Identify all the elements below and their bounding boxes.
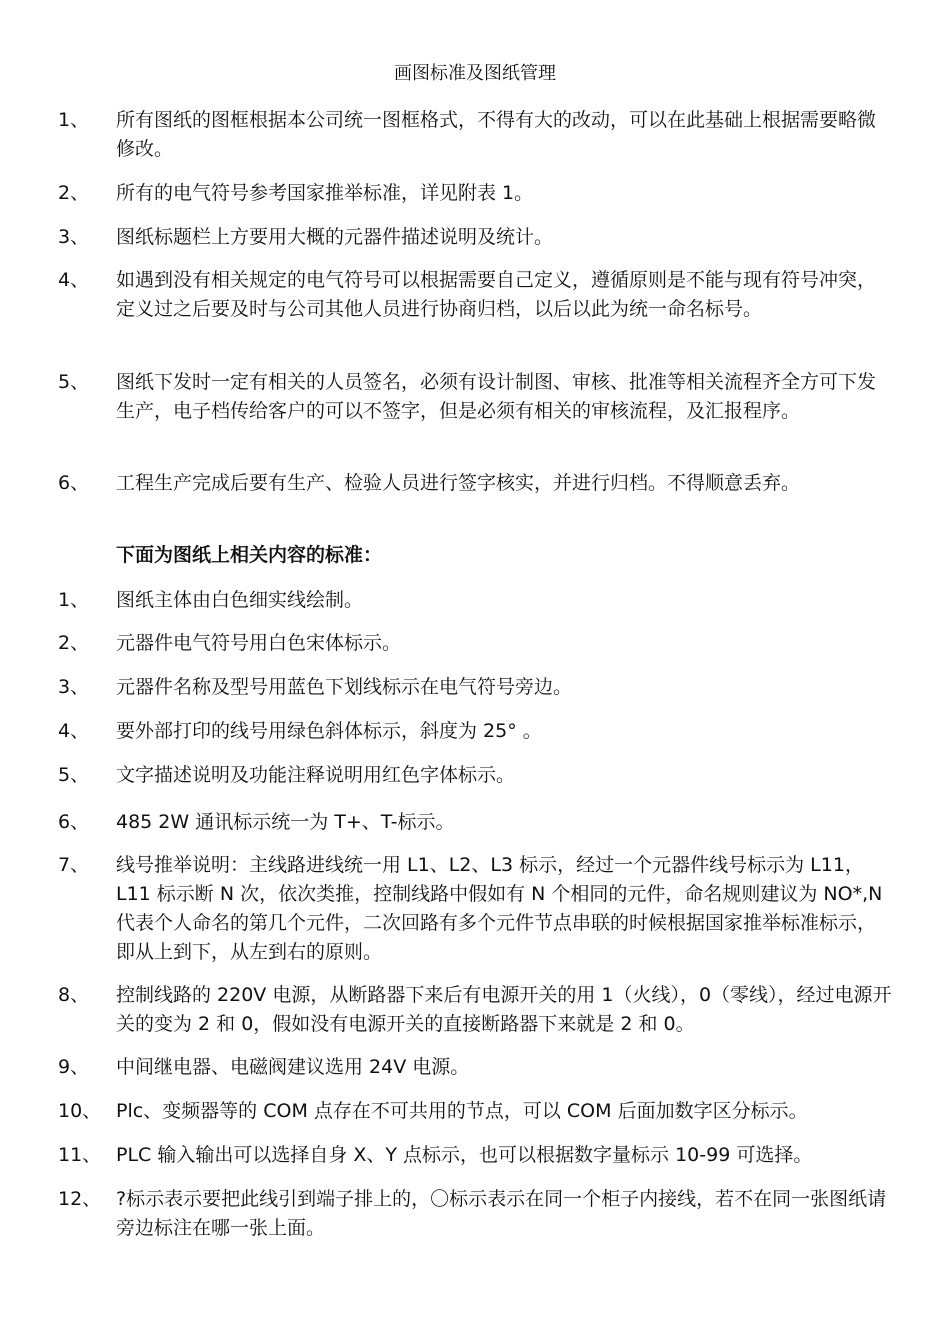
item-number: 11、 <box>58 1144 102 1166</box>
item-number: 4、 <box>58 720 90 742</box>
list-item <box>58 673 893 702</box>
list-item <box>58 1097 893 1126</box>
item-number: 8、 <box>58 984 90 1006</box>
section-heading: 下面为图纸上相关内容的标准： <box>116 544 383 566</box>
item-number: 3、 <box>58 226 90 248</box>
item-number: 7、 <box>58 854 90 876</box>
page-title: 画图标准及图纸管理 <box>394 63 556 84</box>
item-number: 12、 <box>58 1188 102 1210</box>
item-text: 图纸下发时一定有相关的人员签名，必须有设计制图、审核、批准等相关流程齐全方可下发生产，电子档传给客户的可以不签字，但是必须有相关的审核流程，及汇报程序。 <box>116 371 877 422</box>
list-item <box>58 266 893 324</box>
item-text: 文字描述说明及功能注释说明用红色字体标示。 <box>116 764 516 786</box>
item-text: 中间继电器、电磁阀建议选用 24V 电源。 <box>116 1056 470 1078</box>
item-number: 5、 <box>58 764 90 786</box>
list-item <box>58 629 893 658</box>
item-number: 4、 <box>58 269 90 291</box>
list-item <box>58 761 893 790</box>
list-item <box>58 981 893 1039</box>
list-item <box>58 1185 893 1243</box>
item-text: 所有图纸的图框根据本公司统一图框格式，不得有大的改动，可以在此基础上根据需要略微修改。 <box>116 109 877 160</box>
item-number: 5、 <box>58 371 90 393</box>
item-text: 工程生产完成后要有生产、检验人员进行签字核实，并进行归档。不得顺意丢弃。 <box>116 472 801 494</box>
item-text: 图纸标题栏上方要用大概的元器件描述说明及统计。 <box>116 226 554 248</box>
item-text: 要外部打印的线号用绿色斜体标示，斜度为 25° 。 <box>116 720 542 742</box>
item-text: 元器件名称及型号用蓝色下划线标示在电气符号旁边。 <box>116 676 573 698</box>
item-text: Plc、变频器等的 COM 点存在不可共用的节点，可以 COM 后面加数字区分标示。 <box>116 1100 808 1122</box>
item-text: 所有的电气符号参考国家推举标准，详见附表 1。 <box>116 182 534 204</box>
list-item <box>58 223 893 252</box>
item-text: ?标示表示要把此线引到端子排上的，〇标示表示在同一个柜子内接线，若不在同一张图纸请旁边标注在哪一张上面。 <box>116 1188 887 1239</box>
item-text: 线号推举说明：主线路进线统一用 L1、L2、L3 标示，经过一个元器件线号标示为 L11， L11 标示断 N 次，依次类推，控制线路中假如有 N 个相同的元件，命名规则建议为 NO*,N 代表个人命名的第几个元件，二次回路有多个元件节点串联的时候根据国家推举标准标示，即从上到下，从左到右的原则。 <box>116 854 883 963</box>
item-text: 图纸主体由白色细实线绘制。 <box>116 589 364 611</box>
item-text: 如遇到没有相关规定的电气符号可以根据需要自己定义，遵循原则是不能与现有符号冲突，定义过之后要及时与公司其他人员进行协商归档，以后以此为统一命名标号。 <box>116 269 877 320</box>
list-item <box>58 851 893 967</box>
item-number: 3、 <box>58 676 90 698</box>
list-item <box>58 717 893 746</box>
item-text: PLC 输入输出可以选择自身 X、Y 点标示，也可以根据数字量标示 10-99 可选择。 <box>116 1144 813 1166</box>
list-item <box>58 1053 893 1082</box>
item-number: 1、 <box>58 109 90 131</box>
item-text: 485 2W 通讯标示统一为 T+、T-标示。 <box>116 811 455 833</box>
item-text: 控制线路的 220V 电源，从断路器下来后有电源开关的用 1（火线），0（零线），经过电源开关的变为 2 和 0，假如没有电源开关的直接断路器下来就是 2 和 0。 <box>116 984 892 1035</box>
list-item <box>58 469 893 498</box>
item-number: 1、 <box>58 589 90 611</box>
item-number: 10、 <box>58 1100 102 1122</box>
item-number: 6、 <box>58 472 90 494</box>
list-item <box>58 368 893 426</box>
item-number: 6、 <box>58 811 90 833</box>
item-number: 9、 <box>58 1056 90 1078</box>
list-item <box>58 586 893 615</box>
list-item <box>58 808 893 837</box>
list-item <box>58 106 893 164</box>
list-item <box>58 1141 893 1170</box>
item-number: 2、 <box>58 182 90 204</box>
item-number: 2、 <box>58 632 90 654</box>
list-item <box>58 179 893 208</box>
item-text: 元器件电气符号用白色宋体标示。 <box>116 632 402 654</box>
